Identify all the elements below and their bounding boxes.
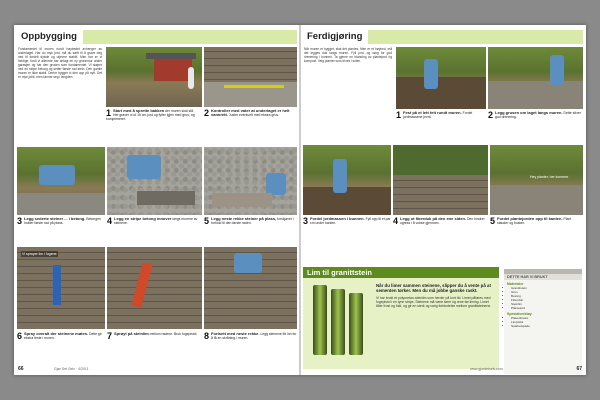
caption-step-7: 7 Sprøyt på steinlim mellom radene. Bruk fugepistol. [107, 331, 198, 341]
spray-can [53, 265, 61, 305]
stones-laid [212, 193, 272, 207]
product-can-1 [313, 285, 327, 355]
photo-label: Vi sprayer lim i fugene [22, 252, 57, 256]
list-item: • Limpistol [511, 321, 582, 325]
photo-step-2 [204, 47, 297, 107]
photo-step-7 [107, 247, 202, 329]
caption-step-5: 5 Legg neste rekke steiner på plass, forskjøvet i forhold til den første raden. [204, 216, 294, 226]
left-footer: Gjør Det Selv · 4/2011 [54, 367, 89, 371]
product-can-3 [349, 293, 363, 355]
caption-step-4: 4 Legg en stripe betong innover langs murene av steinene. [107, 216, 198, 226]
raised-bed [490, 185, 583, 215]
worker-figure-2 [127, 155, 161, 179]
product-box-text: Når du limer sammen steinene, slipper du å vente på at sementen tørker. Men du må jobbe ganske raskt. Vi har brukt et polyuretan-steinlim som herder på kort tid. Limet påføres med fugepistol i en tynn stripe. Steinene må være tørre og rene før liming. Limet tåler frost og fukt, og gir en sterk og varig forbindelse mellom granittsteinene. [376, 283, 492, 309]
left-intro: Fundamentet til muren rundt høybedet avhenger av underlaget. Har du myk jord, må du sætt til å grave deg ned til fordelt dybde og utjevne stabilt. Men har er vi heldige, fordi vi allerede har anlagt en ny grunnmur under garasjen og har den grusen som fundamentet. Vi støper ned en stripe betong og setter første rad stein. Den gamle muren er ikke stabil. Derfor bygger vi den opp på nytt. Det er mye jobb, men lønner seg i lengden. [18, 47, 102, 79]
garage-roof [146, 53, 196, 59]
caption-step-2: 2 Kontroller med vater at underlaget er helt vannrett. Juster eventuelt med ekstra grus. [204, 108, 290, 118]
photo-r-step-4 [393, 145, 488, 215]
photo-label-right: Hey planter, her kommer [530, 175, 569, 179]
photo-r-step-3 [303, 145, 391, 215]
photo-step-3 [17, 147, 105, 215]
tools-list [504, 317, 582, 329]
list-item: • Betong [511, 295, 582, 299]
worker-figure [39, 165, 75, 185]
caption-r-step-2: 2 Legg grusen om laget langs muren. Dette sikrer god drenering. [488, 110, 581, 120]
list-item: • Fiberduk [511, 299, 582, 303]
left-page-title: Oppbygging [17, 30, 83, 44]
spirit-level [224, 85, 284, 88]
list-item: • Granittstein [511, 287, 582, 291]
gravel-layer [488, 81, 583, 109]
soil-bed [396, 77, 486, 109]
product-can-2 [331, 289, 345, 355]
right-page [300, 25, 586, 375]
photo-step-5 [204, 147, 297, 215]
materials-sidebar [504, 269, 582, 374]
caption-r-step-3: 3 Fordel jordmassen i bunnen. Fyll opp til et par cm under kanten. [303, 216, 391, 226]
photo-r-step-1 [396, 47, 486, 109]
materials-heading: Materialer [507, 282, 524, 286]
worker-figure-4 [234, 253, 262, 273]
photo-step-8 [204, 247, 297, 329]
photo-step-1 [106, 47, 202, 107]
hedge [393, 145, 488, 175]
list-item: • Grus [511, 291, 582, 295]
materials-list [504, 287, 582, 310]
right-footer: www.gjordetselv.com [470, 367, 503, 371]
right-page-title: Ferdigjøring [303, 30, 368, 44]
tools-heading: Spesialverktøy [507, 312, 532, 317]
product-box [303, 267, 499, 369]
caption-r-step-4: 4 Legg ut fiberduk på den ene siden. Den hindrer ugress i å vokse gjennom. [393, 216, 485, 226]
person-figure [188, 67, 194, 89]
right-page-number: 67 [576, 366, 582, 372]
concrete-stripe [137, 191, 195, 205]
right-intro: Når muren er bygget, skal det plantes. Men er et høybed, må det legges duk langs muren. Fyll jord, og sørg for god drenering i bunnen. Ta gjerne en blanding av plantejord og kompost. Velg planter som trives i solen. [304, 47, 392, 63]
list-item: • Sparkelspade [511, 325, 582, 329]
photo-r-step-2 [488, 47, 583, 109]
glue-gun [131, 262, 152, 307]
photo-step-4 [107, 147, 202, 215]
stone-row [17, 193, 105, 215]
photo-r-step-5 [490, 145, 583, 215]
gardener-figure-3 [333, 159, 347, 193]
list-item: • Plantejord [511, 307, 582, 311]
list-item: • Platevibrator [511, 317, 582, 321]
left-header [17, 30, 297, 44]
caption-step-6: 6 Spray overalt der steinene møtes. Dette gir ekstra feste i muren. [17, 331, 102, 341]
list-item: • Steinlim [511, 303, 582, 307]
caption-r-step-5: 5 Fordel plantejorden opp til kanten. Plant stauder og busker. [490, 216, 572, 226]
soil-bed-2 [303, 187, 391, 215]
caption-step-3: 3 Legg sederte steiner ... i betong. Betongen holder første rad på plass. [17, 216, 101, 226]
photo-step-6 [17, 247, 105, 329]
product-box-title: Lim til granittstein [303, 267, 499, 278]
magazine-spread [14, 25, 586, 375]
left-page-number: 66 [18, 366, 24, 372]
sidebar-title: DETTE HAR VI BRUKT [504, 274, 582, 280]
gardener-figure [424, 59, 438, 89]
right-header [303, 30, 583, 44]
gardener-figure-2 [550, 55, 564, 85]
caption-step-8: 8 Fortsett med neste rekke. Legg steinene litt inn for å få en skråning i muren. [204, 331, 297, 341]
caption-r-step-1: 1 Fest på et lett felt rundt muren. Fordel jordmassene jevnt. [396, 110, 473, 120]
worker-figure-3 [266, 173, 286, 195]
caption-step-1: 1 Start med å sprette bakken der muren skal stå. Her graver vi ut 15 cm jord og fyller igjen med grus, og komprimerer. [106, 108, 195, 122]
left-page [14, 25, 300, 375]
